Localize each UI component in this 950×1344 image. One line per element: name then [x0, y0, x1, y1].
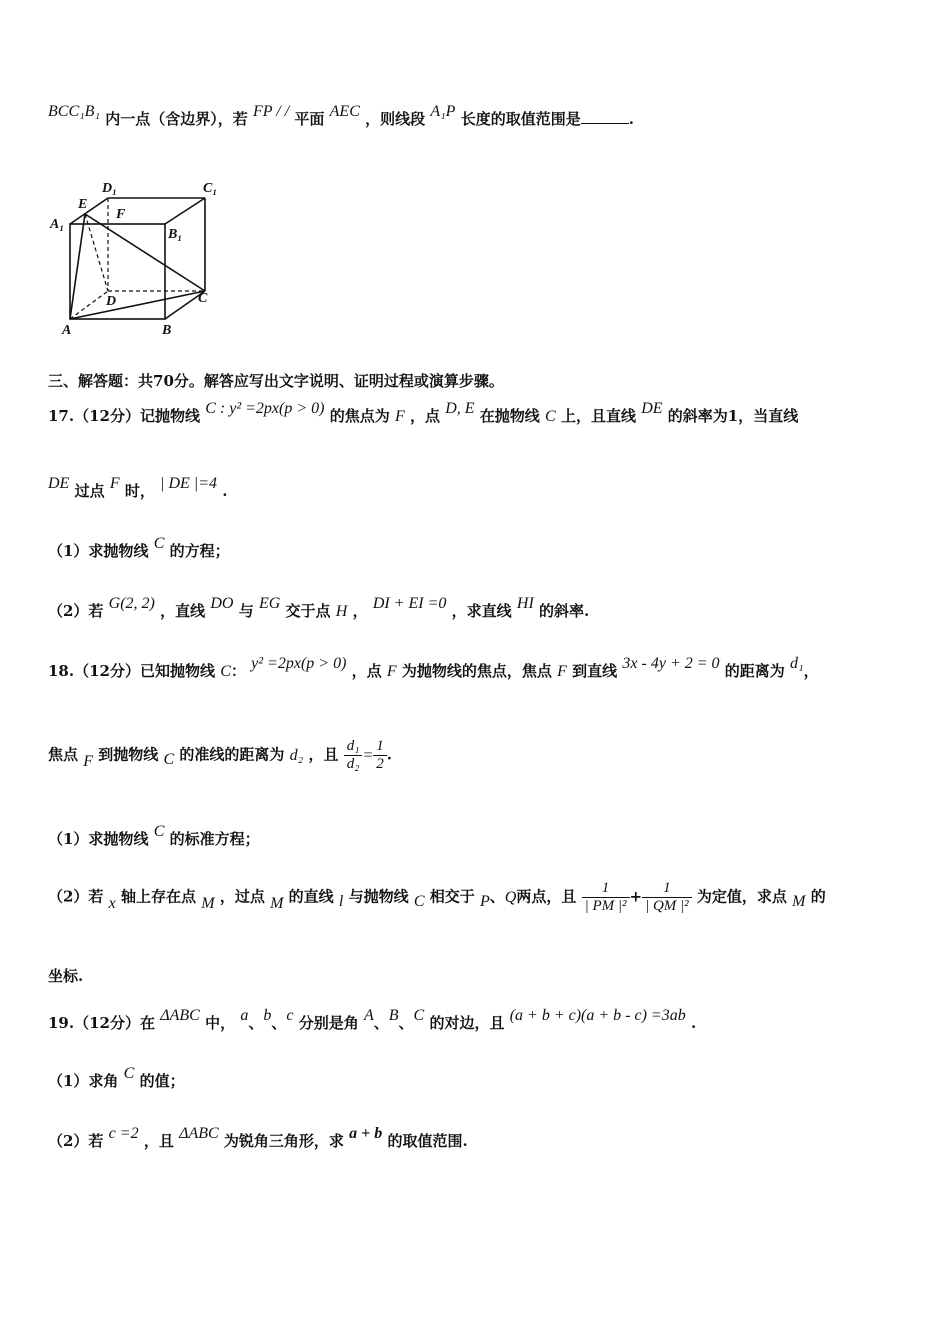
text: 与抛物线: [348, 887, 409, 906]
text: ，过点: [219, 887, 265, 906]
math: DE: [48, 475, 70, 492]
fraction-pm: $\frac{1}{\text{| PM |²}}$: [582, 880, 630, 915]
text: 的标准方程；: [169, 830, 260, 848]
label-a: A: [62, 323, 72, 338]
math: (a + b + c)(a + b - c) =3ab: [509, 1007, 686, 1024]
text: 的斜率为1，当直线: [667, 407, 799, 425]
math: D, E: [445, 400, 475, 417]
text: 19.（12分）在: [48, 1014, 155, 1032]
text: （1）求角: [48, 1072, 119, 1090]
math: Q: [504, 888, 517, 906]
math: M: [270, 894, 284, 912]
math: M: [792, 892, 806, 910]
math-face: BCC₁B₁: [48, 103, 101, 120]
text: 的准线的距离为: [179, 745, 285, 764]
text: 17.（12分）记抛物线: [48, 407, 200, 425]
text: ，且: [143, 1132, 174, 1150]
text: （2）若: [48, 1132, 104, 1150]
fraction-one-half: $\frac{1}{2}$: [373, 738, 387, 773]
math: b: [263, 1007, 272, 1024]
label-d: D: [106, 294, 117, 309]
label-f: F: [116, 207, 126, 222]
math: F: [386, 663, 397, 680]
text: ，: [803, 662, 819, 680]
math: F: [394, 408, 405, 425]
text: 18.（12分）已知抛物线: [48, 662, 215, 680]
text: 、: [373, 1014, 389, 1032]
text: ，且: [308, 745, 339, 764]
label-a1: A₁: [50, 217, 65, 232]
q18-part1: [48, 823, 260, 849]
hidden-segment-ed: [85, 214, 108, 291]
text: 到直线: [572, 662, 618, 680]
label-b1: B₁: [168, 227, 183, 242]
section-header: 三、解答题：共70分。解答应写出文字说明、证明过程或演算步骤。: [48, 372, 504, 390]
text: （2）若: [48, 602, 104, 620]
segment-ae: [70, 214, 85, 319]
math: F: [557, 663, 567, 680]
label-e: E: [78, 197, 88, 212]
q18-part2: [48, 880, 826, 915]
text: 长度的取值范围是: [460, 110, 581, 128]
q19-part2: [48, 1125, 468, 1151]
text: 交于点: [285, 602, 331, 620]
text: ，点: [409, 407, 440, 425]
q16-tail-line: [48, 103, 634, 129]
math: d₁: [790, 655, 804, 672]
math: C: [153, 823, 165, 840]
math: C: [413, 1007, 425, 1024]
q18-line2: [48, 738, 392, 773]
text: 为锐角三角形，求: [223, 1132, 344, 1150]
text: .: [386, 745, 392, 764]
math-fp: FP / /: [253, 103, 290, 120]
text: （1）求抛物线: [48, 542, 149, 560]
math-aec: AEC: [329, 103, 360, 120]
text: 为抛物线的焦点，焦点: [401, 662, 552, 680]
q19-line1: [48, 1007, 697, 1033]
text: 相交于: [429, 887, 475, 906]
q17-line2: [48, 475, 228, 501]
text: 到抛物线: [98, 745, 159, 764]
text: ：: [230, 662, 246, 680]
math: C: [163, 750, 175, 768]
edge-b1c1: [165, 198, 205, 224]
text: ，求直线: [451, 602, 512, 620]
text: 内一点（含边界），若: [105, 110, 248, 128]
text: ，点: [351, 662, 382, 680]
label-c: C: [198, 291, 208, 306]
math: C: [545, 408, 556, 425]
edge-a1d1: [70, 198, 108, 224]
math: G(2, 2): [108, 595, 155, 612]
text: ，直线: [160, 602, 206, 620]
text: 的值；: [139, 1072, 185, 1090]
text: 的斜率.: [539, 602, 590, 620]
math: 3x - 4y + 2 = 0: [622, 655, 720, 672]
label-b: B: [162, 323, 172, 338]
text: .: [222, 482, 228, 500]
text: ，: [352, 602, 368, 620]
text: 、: [398, 1014, 414, 1032]
text: 的: [810, 887, 826, 906]
math: d₂: [289, 746, 304, 764]
label-c1: C₁: [203, 181, 218, 196]
text: 的焦点为: [329, 407, 390, 425]
math: B: [388, 1007, 399, 1024]
math: F: [83, 752, 94, 770]
cube-figure: [48, 178, 238, 338]
math: M: [201, 894, 215, 912]
answer-blank: [581, 111, 629, 124]
math: C: [153, 535, 165, 552]
math: ΔABC: [179, 1125, 219, 1142]
q18-part2-cont: 坐标.: [48, 967, 84, 985]
math: P: [479, 892, 490, 910]
text: 分别是角: [298, 1014, 359, 1032]
text: 为定值，求点: [696, 887, 787, 906]
text: 、: [271, 1014, 287, 1032]
math: c: [286, 1007, 294, 1024]
text: 焦点: [48, 745, 79, 764]
text: 的取值范围.: [387, 1132, 468, 1150]
text: ，则线段: [365, 110, 426, 128]
front-face: [70, 224, 165, 319]
math: EG: [258, 595, 281, 612]
q17-part2: [48, 595, 590, 621]
label-d1: D₁: [102, 181, 117, 196]
text: （1）求抛物线: [48, 830, 149, 848]
math: =: [362, 746, 374, 764]
math: ΔABC: [160, 1007, 200, 1024]
text: 轴上存在点: [121, 887, 197, 906]
math: c =2: [108, 1125, 139, 1142]
text: 、: [248, 1014, 264, 1032]
q19-part1: [48, 1065, 185, 1091]
math: l: [338, 892, 344, 910]
text: 的方程；: [169, 542, 230, 560]
q17-line1: [48, 400, 799, 426]
fraction-d1-d2: $\frac{\text{d₁}}{\text{d₂}}$: [344, 738, 363, 773]
plus: +: [629, 887, 643, 906]
text: 两点，且: [516, 887, 577, 906]
fraction-qm: $\frac{1}{\text{| QM |²}}$: [642, 880, 692, 915]
math-a1p: A₁P: [430, 103, 456, 120]
math: | DE |=4: [160, 475, 217, 492]
math: C: [123, 1065, 135, 1082]
math: DI + EI =0: [372, 595, 447, 612]
text: 与: [238, 602, 254, 620]
q17-part1: [48, 535, 230, 561]
text: .: [690, 1014, 697, 1032]
math: DO: [210, 595, 234, 612]
text: 的对边，且: [429, 1014, 505, 1032]
text: 平面: [294, 110, 325, 128]
text: 的直线: [288, 887, 334, 906]
math: y² =2px(p > 0): [251, 655, 347, 672]
text: 过点: [74, 482, 105, 500]
math: A: [363, 1007, 374, 1024]
text: 中，: [205, 1014, 236, 1032]
text: 在抛物线: [479, 407, 540, 425]
math: HI: [516, 595, 534, 612]
q18-line1: [48, 655, 819, 681]
text: .: [628, 110, 634, 128]
segment-ec: [85, 214, 205, 291]
math: a: [240, 1007, 249, 1024]
text: 、: [489, 887, 505, 906]
math: C : y² =2px(p > 0): [205, 400, 325, 417]
text: （2）若: [48, 887, 104, 906]
math: C: [413, 892, 425, 910]
text: 上，且直线: [560, 407, 636, 425]
math: DE: [641, 400, 663, 417]
math: C: [220, 663, 231, 680]
math: a + b: [349, 1125, 383, 1142]
text: 时，: [124, 482, 155, 500]
text: 的距离为: [724, 662, 785, 680]
math: H: [335, 603, 348, 620]
math: x: [108, 894, 116, 912]
math: F: [109, 475, 120, 492]
